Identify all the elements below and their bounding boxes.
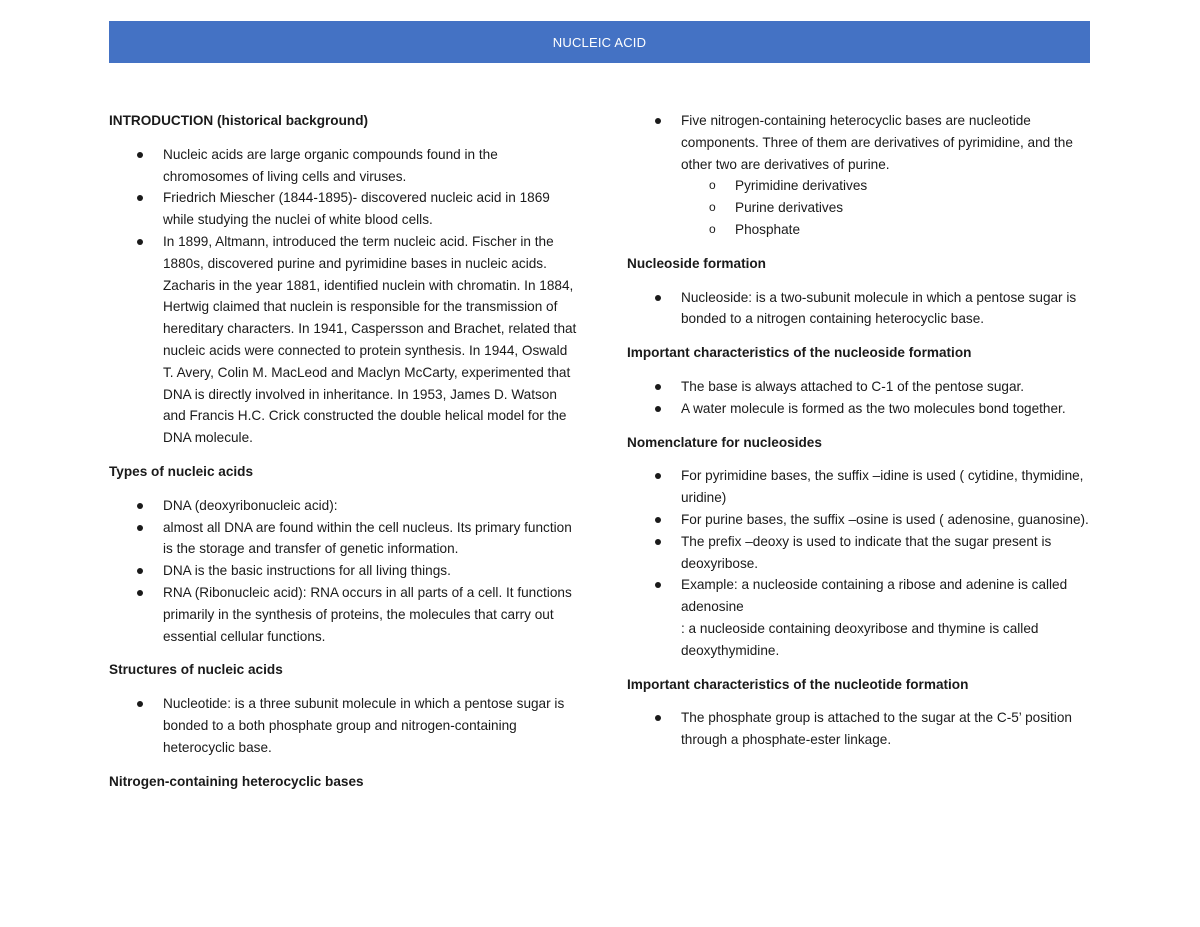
types-heading: Types of nucleic acids <box>109 463 254 479</box>
list-item: A water molecule is formed as the two molecules bond together. <box>627 398 1092 420</box>
list-item: RNA (Ribonucleic acid): RNA occurs in all parts of a cell. It functions primarily in the synthesis of proteins, the molecules that carry out essential cellular functions. <box>109 582 579 647</box>
nucleoside-formation-list <box>627 287 1092 331</box>
bullet-icon <box>137 701 143 707</box>
bullet-icon <box>655 539 661 545</box>
bases-list <box>627 110 1092 241</box>
nomenclature-continuation: : a nucleoside containing deoxyribose and thymine is called deoxythymidine. <box>681 620 1039 658</box>
nucleoside-formation-heading: Nucleoside formation <box>627 255 766 271</box>
bullet-icon <box>137 152 143 158</box>
list-item: Nucleic acids are large organic compounds found in the chromosomes of living cells and viruses. <box>109 144 579 188</box>
header-bar <box>109 21 1090 63</box>
nomenclature-heading: Nomenclature for nucleosides <box>627 434 822 450</box>
list-item: The prefix –deoxy is used to indicate that the sugar present is deoxyribose. <box>627 531 1092 575</box>
structures-list <box>109 693 579 758</box>
nucleoside-characteristics-list <box>627 376 1092 420</box>
bullet-icon <box>655 384 661 390</box>
bullet-icon <box>655 473 661 479</box>
nucleotide-characteristics-list <box>627 707 1092 751</box>
nucleoside-characteristics-heading: Important characteristics of the nucleoside formation <box>627 345 972 361</box>
right-column <box>627 110 1092 763</box>
bullet-icon <box>137 239 143 245</box>
bullet-icon <box>137 590 143 596</box>
types-list <box>109 495 579 648</box>
nucleotide-characteristics-heading: Important characteristics of the nucleotide formation <box>627 676 969 692</box>
left-column <box>109 110 579 804</box>
bullet-icon <box>655 582 661 588</box>
intro-heading: INTRODUCTION (historical background) <box>109 113 369 128</box>
sub-list-item: o Purine derivatives <box>681 197 1092 219</box>
list-item: The phosphate group is attached to the sugar at the C-5’ position through a phosphate-ester linkage. <box>627 707 1092 751</box>
bullet-icon <box>137 568 143 574</box>
bullet-icon <box>655 118 661 124</box>
bullet-icon <box>655 517 661 523</box>
list-item: Nucleoside: is a two-subunit molecule in which a pentose sugar is bonded to a nitrogen containing heterocyclic base. <box>627 287 1092 331</box>
sub-bullet-icon: o <box>709 178 716 193</box>
bullet-icon <box>137 195 143 201</box>
nomenclature-list <box>627 465 1092 661</box>
sub-list-item: o Phosphate <box>681 219 1092 241</box>
bullet-icon <box>137 525 143 531</box>
list-item: In 1899, Altmann, introduced the term nucleic acid. Fischer in the 1880s, discovered purine and pyrimidine bases in nucleic acids. Zacharis in the year 1881, identified nuclein with chromatin. In 1884, Hertwig claimed that nuclein is responsible for the transmission of hereditary characters. In 1941, Caspersson and Brachet, related that nucleic acids were connected to protein synthesis. In 1944, Oswald T. Avery, Colin M. MacLeod and Maclyn McCarty, experimented that DNA is directly involved in inheritance. In 1953, James D. Watson and Francis H.C. Crick constructed the double helical model for the DNA molecule. <box>109 231 579 449</box>
intro-list <box>109 144 579 449</box>
bullet-icon <box>137 503 143 509</box>
list-item: The base is always attached to C-1 of the pentose sugar. <box>627 376 1092 398</box>
list-item: DNA (deoxyribonucleic acid): <box>109 495 579 517</box>
list-item: DNA is the basic instructions for all living things. <box>109 560 579 582</box>
list-item: Friedrich Miescher (1844-1895)- discovered nucleic acid in 1869 while studying the nuclei of white blood cells. <box>109 187 579 231</box>
bases-sub-list <box>681 175 1092 240</box>
sub-bullet-icon: o <box>709 200 716 215</box>
bullet-icon <box>655 406 661 412</box>
sub-list-item: o Pyrimidine derivatives <box>681 175 1092 197</box>
bullet-icon <box>655 295 661 301</box>
list-item: For purine bases, the suffix –osine is used ( adenosine, guanosine). <box>627 509 1092 531</box>
list-item: For pyrimidine bases, the suffix –idine is used ( cytidine, thymidine, uridine) <box>627 465 1092 509</box>
list-item: almost all DNA are found within the cell nucleus. Its primary function is the storage and transfer of genetic information. <box>109 517 579 561</box>
structures-heading: Structures of nucleic acids <box>109 662 283 678</box>
list-item: Example: a nucleoside containing a ribose and adenine is called adenosine : a nucleoside containing deoxyribose and thymine is called deoxythymidine. <box>627 574 1092 661</box>
list-item: Five nitrogen-containing heterocyclic bases are nucleotide components. Three of them are derivatives of pyrimidine, and the other two are derivatives of purine. o Pyrimidine derivatives o Purine derivatives o Phosphate <box>627 110 1092 241</box>
nitrogen-heading: Nitrogen-containing heterocyclic bases <box>109 773 364 789</box>
bullet-icon <box>655 715 661 721</box>
sub-bullet-icon: o <box>709 221 716 236</box>
list-item: Nucleotide: is a three subunit molecule in which a pentose sugar is bonded to a both phosphate group and nitrogen-containing heterocyclic base. <box>109 693 579 758</box>
document-title: NUCLEIC ACID <box>552 34 647 50</box>
